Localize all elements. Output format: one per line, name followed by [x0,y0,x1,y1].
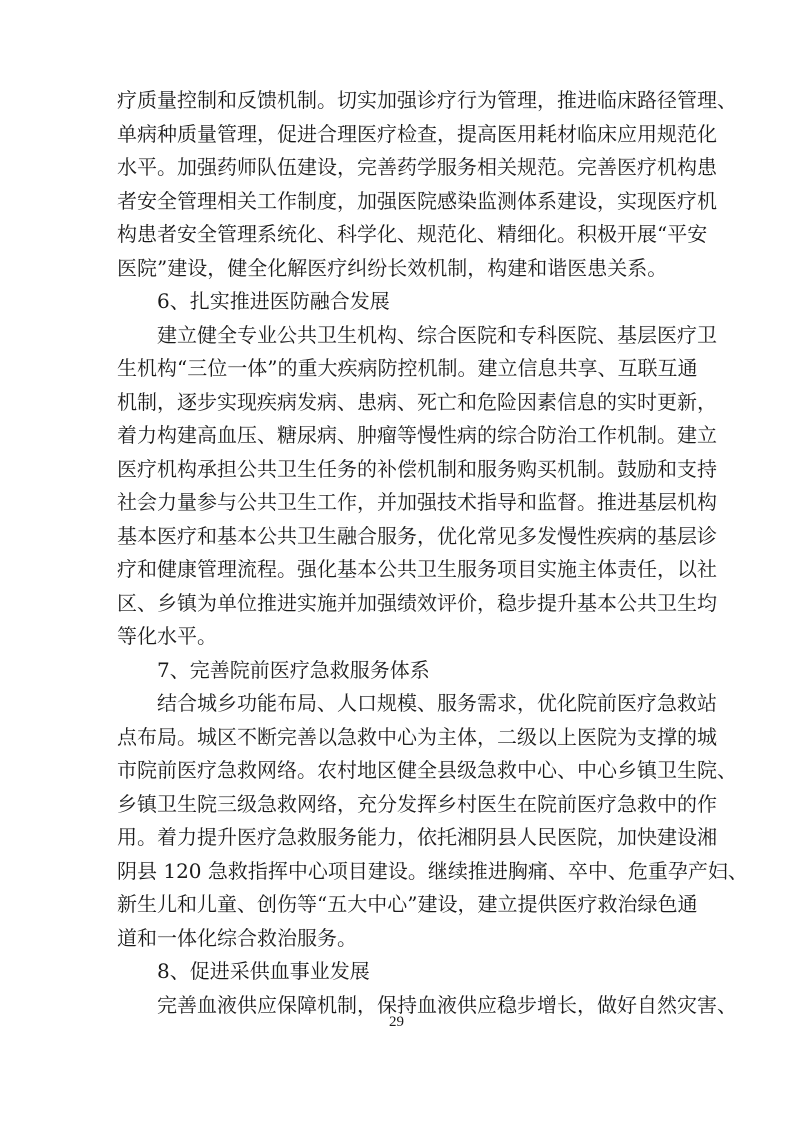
text-line: 建立健全专业公共卫生机构、综合医院和专科医院、基层医疗卫 [157,322,717,347]
text-line: 6、扎实推进医防融合发展 [157,289,390,313]
text-line: 8、促进采供血事业发展 [157,959,370,983]
text-line: 7、完善院前医疗急救服务体系 [157,657,430,682]
text-line: 基本医疗和基本公共卫生融合服务，优化常见多发慢性疾病的基层诊 [117,523,717,548]
text-line: 着力构建高血压、糖尿病、肿瘤等慢性病的综合防治工作机制。建立 [117,423,717,447]
text-line: 乡镇卫生院三级急救网络，充分发挥乡村医生在院前医疗急救中的作 [117,791,717,816]
text-line: 者安全管理相关工作制度，加强医院感染监测体系建设，实现医疗机 [117,188,717,213]
text-line: 用。着力提升医疗急救服务能力，依托湘阴县人民医院，加快建设湘 [117,825,717,849]
text-line: 结合城乡功能布局、人口规模、服务需求，优化院前医疗急救站 [157,691,717,715]
page-number: 29 [389,1014,404,1030]
text-line: 点布局。城区不断完善以急救中心为主体，二级以上医院为支撑的城 [117,724,717,749]
text-line: 医疗机构承担公共卫生任务的补偿机制和服务购买机制。鼓励和支持 [117,456,717,481]
text-line: 社会力量参与公共卫生工作，并加强技术指导和监督。推进基层机构 [117,490,717,514]
text-line: 区、乡镇为单位推进实施并加强绩效评价，稳步提升基本公共卫生均 [117,590,717,615]
text-line: 完善血液供应保障机制，保持血液供应稳步增长，做好自然灾害、 [157,992,737,1017]
text-line: 水平。加强药师队伍建设，完善药学服务相关规范。完善医疗机构患 [117,155,717,179]
text-line: 生机构“三位一体”的重大疾病防控机制。建立信息共享、互联互通 [117,356,698,380]
text-line: 机制，逐步实现疾病发病、患病、死亡和危险因素信息的实时更新， [117,389,717,414]
text-line: 道和一体化综合救治服务。 [117,925,357,950]
text-line: 疗质量控制和反馈机制。切实加强诊疗行为管理，推进临床路径管理、 [117,88,737,112]
text-line: 单病种质量管理，促进合理医疗检查，提高医用耗材临床应用规范化 [117,121,717,146]
text-line: 疗和健康管理流程。强化基本公共卫生服务项目实施主体责任，以社 [117,557,717,581]
text-line: 医院”建设，健全化解医疗纠纷长效机制，构建和谐医患关系。 [117,255,668,280]
text-line: 阴县 120 急救指挥中心项目建设。继续推进胸痛、卒中、危重孕产妇、 [117,858,748,883]
body-text [117,84,748,1022]
text-line: 等化水平。 [117,624,217,648]
text-line: 构患者安全管理系统化、科学化、规范化、精细化。积极开展“平安 [117,222,708,246]
text-line: 市院前医疗急救网络。农村地区健全县级急救中心、中心乡镇卫生院、 [117,758,737,782]
text-line: 新生儿和儿童、创伤等“五大中心”建设，建立提供医疗救治绿色通 [117,892,698,916]
